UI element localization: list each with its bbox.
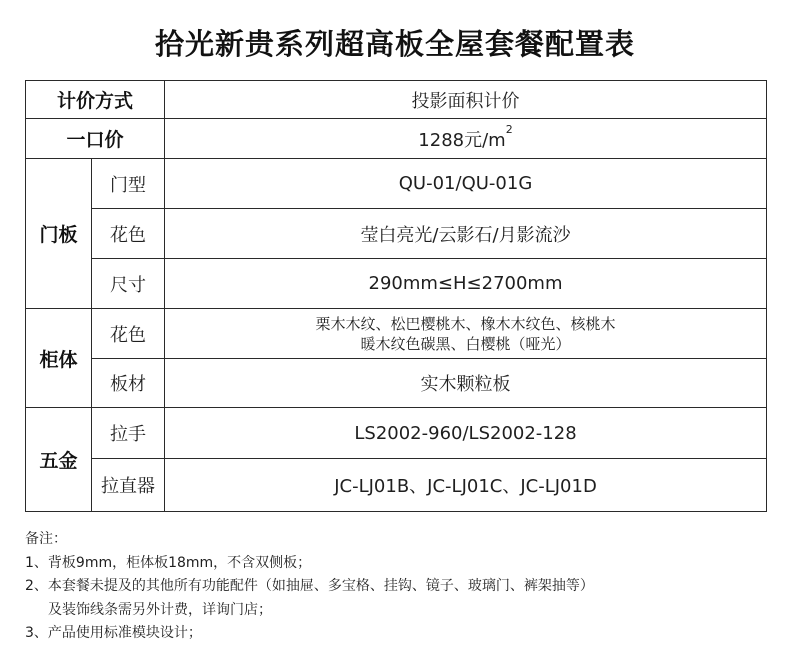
price-unit-superscript: 2 (505, 122, 513, 136)
pricing-method-value: 投影面积计价 (165, 81, 767, 119)
door-size-label: 尺寸 (92, 259, 165, 309)
price-label: 一口价 (26, 119, 165, 159)
price-value-cell (165, 119, 767, 159)
cabinet-color-value-line-1: 栗木木纹、松巴樱桃木、橡木木纹色、核桃木 (315, 314, 616, 333)
hardware-group-label: 五金 (26, 408, 92, 512)
hardware-straightener-value: JC-LJ01B、JC-LJ01C、JC-LJ01D (165, 459, 767, 512)
hardware-straightener-label: 拉直器 (92, 459, 165, 512)
table-row-door-color (26, 209, 767, 259)
table-row-cabinet-material (26, 359, 767, 408)
table-row-door-size (26, 259, 767, 309)
note-line-3: 3、产品使用标准模块设计； (25, 625, 202, 641)
table-row-hardware-handle (26, 408, 767, 459)
table-row-price (26, 119, 767, 159)
door-size-value: 290mm≤H≤2700mm (165, 259, 767, 309)
pricing-method-label: 计价方式 (26, 81, 165, 119)
door-type-value: QU-01/QU-01G (165, 159, 767, 209)
notes-heading: 备注： (25, 531, 67, 547)
note-line-2-continued: 及装饰线条需另外计费，详询门店； (48, 601, 272, 618)
notes-section (25, 528, 770, 646)
hardware-handle-value: LS2002-960/LS2002-128 (165, 408, 767, 459)
cabinet-material-value: 实木颗粒板 (165, 359, 767, 408)
cabinet-material-label: 板材 (92, 359, 165, 408)
table-row-door-type (26, 159, 767, 209)
table-row-pricing-method (26, 81, 767, 119)
cabinet-color-value (165, 309, 767, 359)
note-line-2: 2、本套餐未提及的其他所有功能配件（如抽屉、多宝格、挂钩、镜子、玻璃门、裤架抽等） (25, 578, 594, 594)
cabinet-color-label: 花色 (92, 309, 165, 359)
cabinet-group-label: 柜体 (26, 309, 92, 408)
door-type-label: 门型 (92, 159, 165, 209)
cabinet-color-value-line-2: 暖木纹色碳黑、白樱桃（哑光） (360, 334, 571, 353)
door-group-label: 门板 (26, 159, 92, 309)
table-row-hardware-straightener (26, 459, 767, 512)
door-color-label: 花色 (92, 209, 165, 259)
note-line-1: 1、背板9mm，柜体板18mm，不含双侧板； (25, 554, 312, 571)
page-title: 拾光新贵系列超高板全屋套餐配置表 (154, 27, 635, 61)
table-row-cabinet-color (26, 309, 767, 359)
hardware-handle-label: 拉手 (92, 408, 165, 459)
door-color-value: 莹白亮光/云影石/月影流沙 (165, 209, 767, 259)
config-table (25, 80, 767, 512)
price-value: 1288元/m (418, 129, 506, 151)
